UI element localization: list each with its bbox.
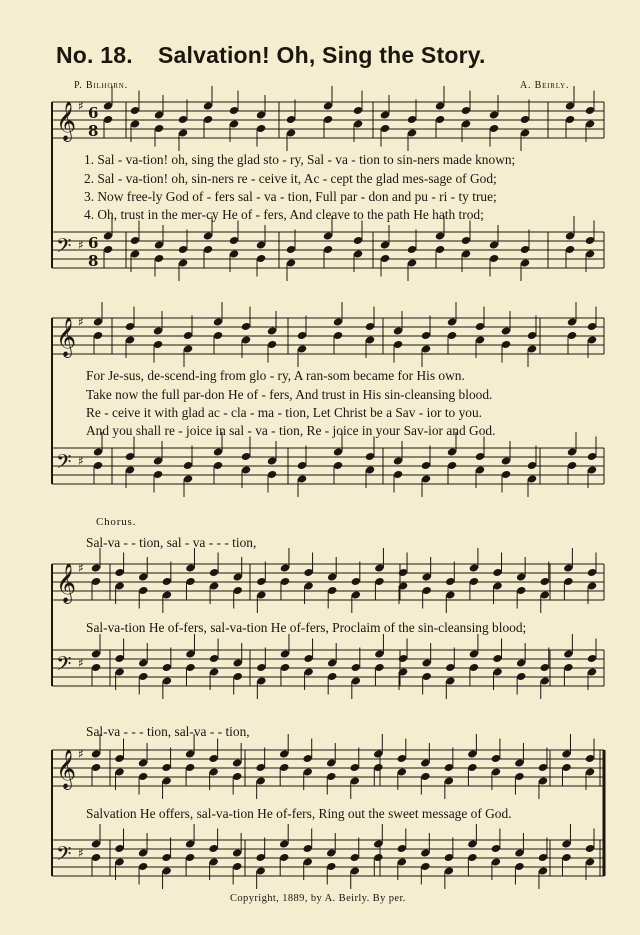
chorus-line-2-bottom: Salvation He offers, sal-va-tion He of-fers, Ring out the sweet message of God. xyxy=(86,806,512,821)
key-sharp: ♯ xyxy=(78,846,84,860)
lyricist-credit: P. Bilhorn. xyxy=(74,80,128,91)
treble-clef: 𝄞 xyxy=(56,563,77,603)
composer-credit: A. Beirly. xyxy=(520,80,570,91)
treble-clef: 𝄞 xyxy=(56,101,77,141)
time-signature-numerator: 6 xyxy=(88,234,99,252)
chorus-label: Chorus. xyxy=(96,516,137,528)
chorus-line-2-top: Sal-va - - - tion, sal-va - - tion, xyxy=(86,724,250,739)
time-signature-denominator: 8 xyxy=(88,252,99,270)
hymn-number: No. 18. xyxy=(56,42,133,68)
chorus-line-1-bottom: Sal-va-tion He of-fers, sal-va-tion He of-fers, Proclaim of the sin-cleansing blood; xyxy=(86,620,527,635)
treble-clef: 𝄞 xyxy=(56,317,77,357)
bass-clef: 𝄢 xyxy=(56,450,72,478)
verse-4-line-1: 4. Oh, trust in the mer-cy He of - fers, And cleave to the path He hath trod; xyxy=(84,207,484,222)
treble-clef: 𝄞 xyxy=(56,749,77,789)
key-sharp: ♯ xyxy=(78,656,84,670)
verse-3-line-2: Re - ceive it with glad ac - cla - ma - tion, Let Christ be a Sav - ior to you. xyxy=(86,405,483,420)
hymn-title: Salvation! Oh, Sing the Story. xyxy=(158,42,486,68)
chorus-line-1-top: Sal-va - - tion, sal - va - - - tion, xyxy=(86,535,257,550)
verse-3-line-1: 3. Now free-ly God of - fers sal - va - tion, Full par - don and pu - ri - ty true; xyxy=(84,189,497,204)
bass-clef: 𝄢 xyxy=(56,652,72,680)
verse-1-line-1: 1. Sal - va-tion! oh, sing the glad sto - ry, Sal - va - tion to sin-ners made known; xyxy=(84,152,516,167)
key-sharp: ♯ xyxy=(78,238,84,252)
verse-2-line-2: Take now the full par-don He of - fers, And trust in His sin-cleansing blood. xyxy=(86,387,493,402)
bass-clef: 𝄢 xyxy=(56,234,72,262)
key-sharp: ♯ xyxy=(78,561,84,575)
verse-2-line-1: 2. Sal - va-tion! oh, sin-ners re - ceive it, Ac - cept the glad mes-sage of God; xyxy=(84,171,497,186)
key-sharp: ♯ xyxy=(78,747,84,761)
bass-clef: 𝄢 xyxy=(56,842,72,870)
verse-4-line-2: And you shall re - joice in sal - va - tion, Re - joice in your Sav-ior and God. xyxy=(86,423,496,438)
key-sharp: ♯ xyxy=(78,99,84,113)
time-signature-denominator: 8 xyxy=(88,122,99,140)
time-signature-numerator: 6 xyxy=(88,104,99,122)
copyright-notice: Copyright, 1889, by A. Beirly. By per. xyxy=(230,893,406,904)
key-sharp: ♯ xyxy=(78,315,84,329)
key-sharp: ♯ xyxy=(78,454,84,468)
verse-1-line-2: For Je-sus, de-scend-ing from glo - ry, A ran-som became for His own. xyxy=(86,368,465,383)
